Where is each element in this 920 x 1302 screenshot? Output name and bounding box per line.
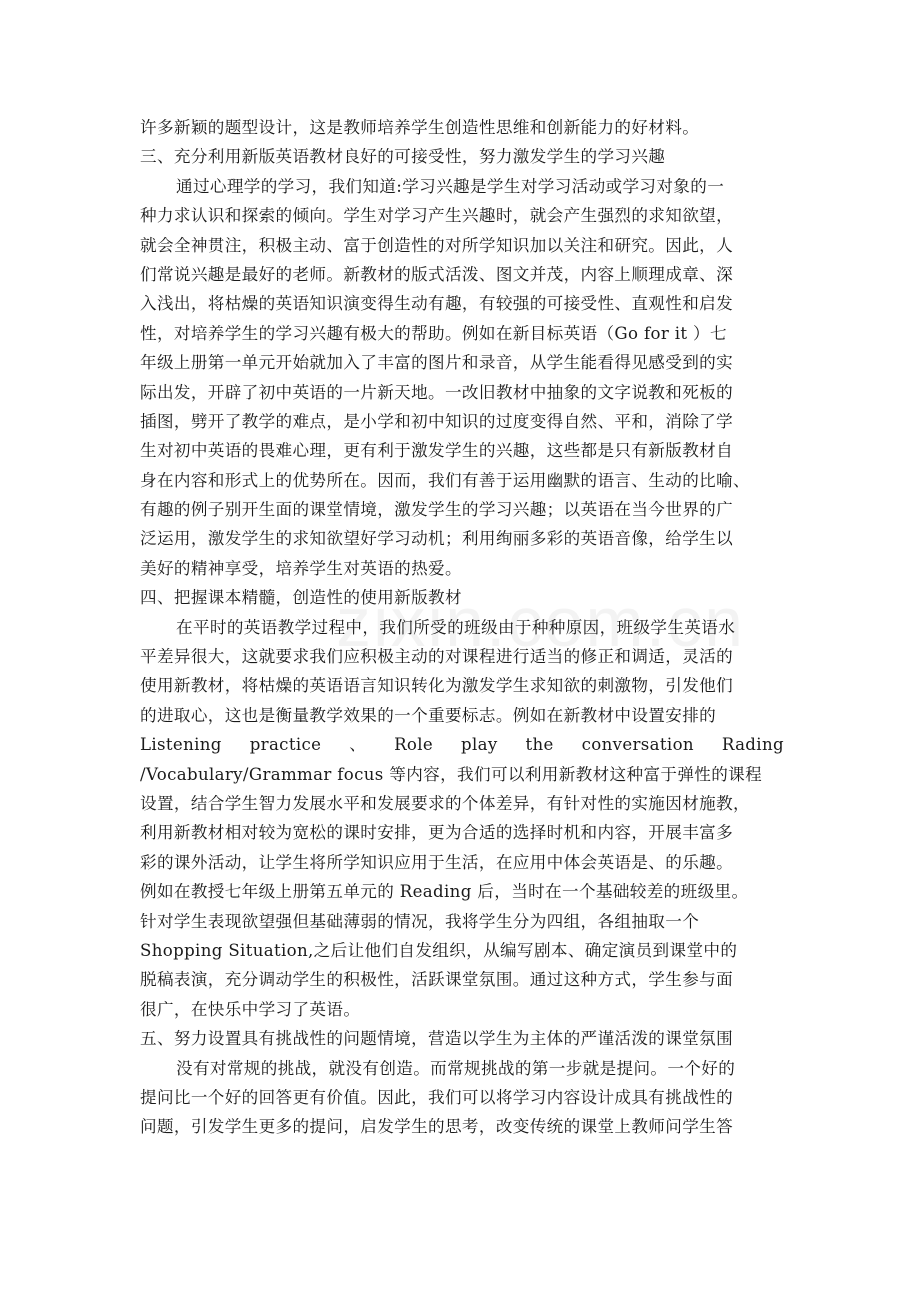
paragraph-line: /Vocabulary/Grammar focus 等内容，我们可以利用新教材这种富于弹性的课程 (140, 764, 763, 784)
paragraph-line: 在平时的英语教学过程中，我们所受的班级由于种种原因，班级学生英语水 (176, 617, 736, 637)
paragraph-line: 种力求认识和探索的倾向。学生对学习产生兴趣时，就会产生强烈的求知欲望， (140, 206, 734, 226)
paragraph-line: 身在内容和形式上的优势所在。因而，我们有善于运用幽默的语言、生动的比喻、 (140, 470, 750, 490)
paragraph-line: 美好的精神享受，培养学生对英语的热爱。 (140, 558, 462, 578)
paragraph-line: 提问比一个好的回答更有价值。因此，我们可以将学习内容设计成具有挑战性的 (140, 1087, 734, 1107)
paragraph-line: 入浅出，将枯燥的英语知识演变得生动有趣，有较强的可接受性、直观性和启发 (140, 294, 734, 314)
paragraph-line: 的进取心，这也是衡量教学效果的一个重要标志。例如在新教材中设置安排的 (140, 705, 717, 725)
spread-word: play (460, 735, 498, 755)
spread-word: conversation (581, 735, 694, 755)
spread-word: 、 (349, 735, 367, 755)
paragraph-line-spread (140, 730, 784, 759)
paragraph-line: 们常说兴趣是最好的老师。新教材的版式活泼、图文并茂，内容上顺理成章、深 (140, 264, 734, 284)
paragraph-line: Shopping Situation,之后让他们自发组织，从编写剧本、确定演员到课堂中的 (140, 940, 738, 960)
paragraph-line: 插图，劈开了教学的难点，是小学和初中知识的过度变得自然、平和，消除了学 (140, 411, 734, 431)
paragraph-line: 彩的课外活动，让学生将所学知识应用于生活，在应用中体会英语是、的乐趣。 (140, 852, 734, 872)
spread-word: practice (249, 735, 322, 755)
spread-word: the (525, 735, 554, 755)
paragraph-line: 例如在教授七年级上册第五单元的 Reading 后，当时在一个基础较差的班级里。 (140, 882, 749, 902)
spread-word: Listening (140, 735, 222, 755)
paragraph-line: 生对初中英语的畏难心理，更有利于激发学生的兴趣，这些都是只有新版教材自 (140, 441, 734, 461)
section-heading: 五、努力设置具有挑战性的问题情境，营造以学生为主体的严谨活泼的课堂氛围 (140, 1029, 734, 1049)
paragraph-line: 就会全神贯注，积极主动、富于创造性的对所学知识加以关注和研究。因此，人 (140, 235, 734, 255)
paragraph-line: 使用新教材，将枯燥的英语语言知识转化为激发学生求知欲的刺激物，引发他们 (140, 676, 734, 696)
paragraph-line: 没有对常规的挑战，就没有创造。而常规挑战的第一步就是提问。一个好的 (176, 1058, 736, 1078)
paragraph-line: 设置，结合学生智力发展水平和发展要求的个体差异，有针对性的实施因材施教， (140, 793, 750, 813)
paragraph-line: 脱稿表演，充分调动学生的积极性，活跃课堂氛围。通过这种方式，学生参与面 (140, 970, 734, 990)
paragraph-line: 很广，在快乐中学习了英语。 (140, 999, 361, 1019)
paragraph-line: 利用新教材相对较为宽松的课时安排，更为合适的选择时机和内容，开展丰富多 (140, 823, 734, 843)
paragraph-line: 年级上册第一单元开始就加入了丰富的图片和录音，从学生能看得见感受到的实 (140, 353, 734, 373)
paragraph-line: 有趣的例子别开生面的课堂情境，激发学生的学习兴趣；以英语在当今世界的广 (140, 500, 734, 520)
paragraph-line: 问题，引发学生更多的提问，启发学生的思考，改变传统的课堂上教师问学生答 (140, 1117, 734, 1137)
section-heading: 四、把握课本精髓，创造性的使用新版教材 (140, 588, 462, 608)
paragraph-line: 平差异很大，这就要求我们应积极主动的对课程进行适当的修正和调适，灵活的 (140, 647, 734, 667)
paragraph-line: 许多新颖的题型设计，这是教师培养学生创造性思维和创新能力的好材料。 (140, 118, 700, 137)
spread-word: Rading (721, 735, 784, 755)
paragraph-line: 通过心理学的学习，我们知道:学习兴趣是学生对学习活动或学习对象的一 (176, 176, 725, 196)
paragraph-line: 性，对培养学生的学习兴趣有极大的帮助。例如在新目标英语（Go for it ）七 (140, 323, 727, 343)
paragraph-line: 针对学生表现欲望强但基础薄弱的情况，我将学生分为四组，各组抽取一个 (140, 911, 700, 931)
paragraph-line: 泛运用，激发学生的求知欲望好学习动机；利用绚丽多彩的英语音像，给学生以 (140, 529, 734, 549)
section-heading: 三、充分利用新版英语教材良好的可接受性，努力激发学生的学习兴趣 (140, 147, 666, 167)
document-body (140, 113, 784, 1142)
paragraph-line: 际出发，开辟了初中英语的一片新天地。一改旧教材中抽象的文字说教和死板的 (140, 382, 734, 402)
spread-word: Role (394, 735, 434, 755)
